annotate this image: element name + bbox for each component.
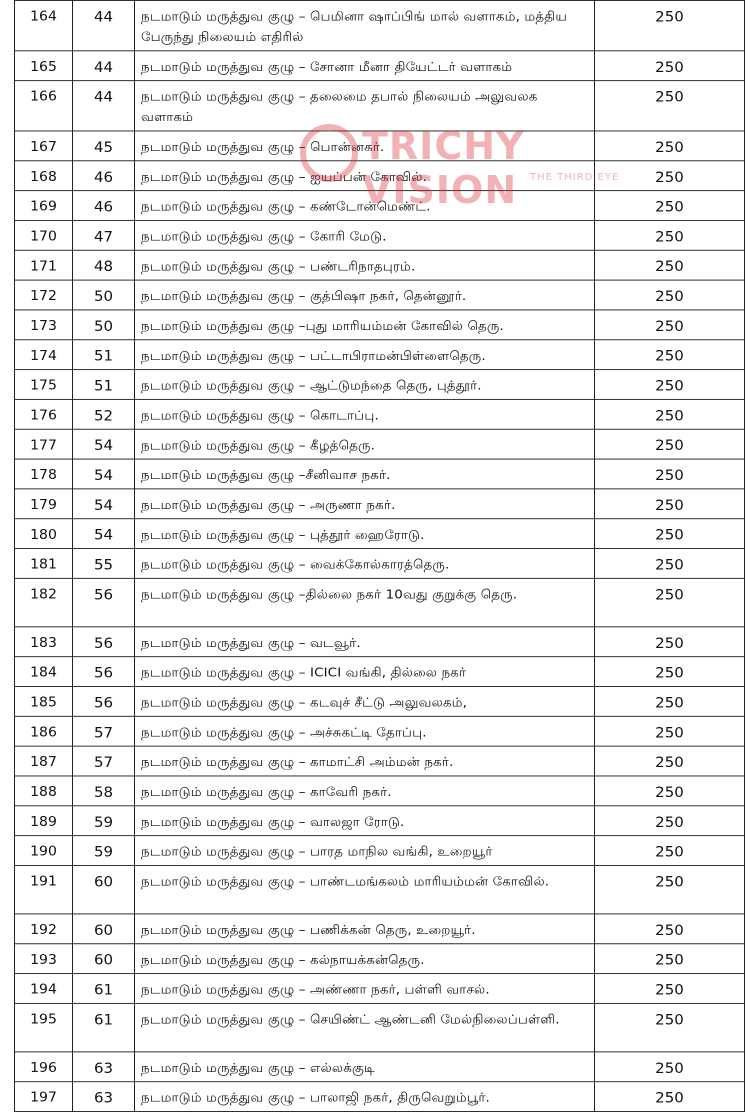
location-description-cell: நடமாடும் மருத்துவ குழு – கோரி மேடு. bbox=[135, 220, 595, 250]
serial-number-cell: 179 bbox=[15, 489, 73, 519]
amount-cell: 250 bbox=[595, 1082, 745, 1112]
serial-number-cell: 176 bbox=[15, 399, 73, 429]
amount-cell: 250 bbox=[595, 914, 745, 944]
amount-cell: 250 bbox=[595, 191, 745, 221]
table-row bbox=[15, 1082, 745, 1112]
amount-cell: 250 bbox=[595, 220, 745, 250]
ward-number-cell: 56 bbox=[73, 657, 135, 687]
location-description-cell: நடமாடும் மருத்துவ குழு – எல்லக்குடி bbox=[135, 1052, 595, 1082]
amount-cell: 250 bbox=[595, 1003, 745, 1051]
serial-number-cell: 167 bbox=[15, 131, 73, 161]
ward-number-cell: 45 bbox=[73, 131, 135, 161]
table-row bbox=[15, 459, 745, 489]
location-description-cell: நடமாடும் மருத்துவ குழு – குத்பிஷா நகர், தென்னூர். bbox=[135, 280, 595, 310]
serial-number-cell: 196 bbox=[15, 1052, 73, 1082]
amount-cell: 250 bbox=[595, 974, 745, 1004]
location-description-cell: நடமாடும் மருத்துவ குழு –சீனிவாச நகர். bbox=[135, 459, 595, 489]
serial-number-cell: 189 bbox=[15, 806, 73, 836]
ward-number-cell: 60 bbox=[73, 865, 135, 913]
location-description-cell: நடமாடும் மருத்துவ குழு – அச்சுகட்டி தோப்பு. bbox=[135, 716, 595, 746]
table-row bbox=[15, 1003, 745, 1051]
table-row bbox=[15, 746, 745, 776]
table-row bbox=[15, 865, 745, 913]
serial-number-cell: 190 bbox=[15, 836, 73, 866]
ward-number-cell: 61 bbox=[73, 1003, 135, 1051]
serial-number-cell: 181 bbox=[15, 549, 73, 579]
location-description-cell: நடமாடும் மருத்துவ குழு – ஐயப்பன் கோவில். bbox=[135, 161, 595, 191]
serial-number-cell: 173 bbox=[15, 310, 73, 340]
table-row bbox=[15, 161, 745, 191]
serial-number-cell: 172 bbox=[15, 280, 73, 310]
ward-number-cell: 56 bbox=[73, 686, 135, 716]
ward-number-cell: 54 bbox=[73, 429, 135, 459]
ward-number-cell: 51 bbox=[73, 340, 135, 370]
location-description-cell: நடமாடும் மருத்துவ குழு – பாரத மாநில வங்கி, உறையூர் bbox=[135, 836, 595, 866]
location-description-cell: நடமாடும் மருத்துவ குழு – வைக்கோல்காரத்தெரு. bbox=[135, 549, 595, 579]
amount-cell: 250 bbox=[595, 280, 745, 310]
serial-number-cell: 191 bbox=[15, 865, 73, 913]
location-description-cell: நடமாடும் மருத்துவ குழு – காவேரி நகர். bbox=[135, 776, 595, 806]
ward-number-cell: 47 bbox=[73, 220, 135, 250]
serial-number-cell: 193 bbox=[15, 944, 73, 974]
ward-number-cell: 46 bbox=[73, 191, 135, 221]
table-row bbox=[15, 657, 745, 687]
amount-cell: 250 bbox=[595, 944, 745, 974]
amount-cell: 250 bbox=[595, 578, 745, 626]
amount-cell: 250 bbox=[595, 549, 745, 579]
table-row bbox=[15, 944, 745, 974]
table-row bbox=[15, 549, 745, 579]
amount-cell: 250 bbox=[595, 399, 745, 429]
amount-cell: 250 bbox=[595, 865, 745, 913]
ward-number-cell: 52 bbox=[73, 399, 135, 429]
serial-number-cell: 185 bbox=[15, 686, 73, 716]
table-row bbox=[15, 81, 745, 131]
location-description-cell: நடமாடும் மருத்துவ குழு – ICICI வங்கி, தில்லை நகர் bbox=[135, 657, 595, 687]
ward-number-cell: 61 bbox=[73, 974, 135, 1004]
amount-cell: 250 bbox=[595, 161, 745, 191]
location-description-cell: நடமாடும் மருத்துவ குழு – பட்டாபிராமன்பிள்ளைதெரு. bbox=[135, 340, 595, 370]
location-description-cell: நடமாடும் மருத்துவ குழு – பாலாஜி நகர், திருவெறும்பூர். bbox=[135, 1082, 595, 1112]
location-description-cell: நடமாடும் மருத்துவ குழு – தலைமை தபால் நிலையம் அலுவலக வளாகம் bbox=[135, 81, 595, 131]
amount-cell: 250 bbox=[595, 340, 745, 370]
amount-cell: 250 bbox=[595, 370, 745, 400]
ward-number-cell: 57 bbox=[73, 716, 135, 746]
amount-cell: 250 bbox=[595, 459, 745, 489]
ward-number-cell: 57 bbox=[73, 746, 135, 776]
location-description-cell: நடமாடும் மருத்துவ குழு – கடவுச் சீட்டு அலுவலகம், bbox=[135, 686, 595, 716]
ward-number-cell: 46 bbox=[73, 161, 135, 191]
amount-cell: 250 bbox=[595, 806, 745, 836]
ward-number-cell: 54 bbox=[73, 519, 135, 549]
table-row bbox=[15, 250, 745, 280]
serial-number-cell: 169 bbox=[15, 191, 73, 221]
table-row bbox=[15, 686, 745, 716]
location-description-cell: நடமாடும் மருத்துவ குழு – ஆட்டுமந்தை தெரு, புத்தூர். bbox=[135, 370, 595, 400]
serial-number-cell: 165 bbox=[15, 51, 73, 81]
amount-cell: 250 bbox=[595, 776, 745, 806]
serial-number-cell: 187 bbox=[15, 746, 73, 776]
table-row bbox=[15, 806, 745, 836]
table-row bbox=[15, 716, 745, 746]
table-row bbox=[15, 914, 745, 944]
ward-number-cell: 63 bbox=[73, 1052, 135, 1082]
table-body bbox=[15, 0, 745, 1111]
amount-cell: 250 bbox=[595, 519, 745, 549]
amount-cell: 250 bbox=[595, 489, 745, 519]
serial-number-cell: 195 bbox=[15, 1003, 73, 1051]
camp-table bbox=[14, 0, 745, 1112]
table-row bbox=[15, 191, 745, 221]
document-sheet bbox=[14, 0, 744, 1112]
amount-cell: 250 bbox=[595, 686, 745, 716]
serial-number-cell: 182 bbox=[15, 578, 73, 626]
table-row bbox=[15, 429, 745, 459]
location-description-cell: நடமாடும் மருத்துவ குழு – கீழத்தெரு. bbox=[135, 429, 595, 459]
location-description-cell: நடமாடும் மருத்துவ குழு –தில்லை நகர் 10வது குறுக்கு தெரு. bbox=[135, 578, 595, 626]
ward-number-cell: 51 bbox=[73, 370, 135, 400]
ward-number-cell: 50 bbox=[73, 310, 135, 340]
ward-number-cell: 60 bbox=[73, 944, 135, 974]
location-description-cell: நடமாடும் மருத்துவ குழு – பாண்டமங்கலம் மாரியம்மன் கோவில். bbox=[135, 865, 595, 913]
serial-number-cell: 170 bbox=[15, 220, 73, 250]
ward-number-cell: 50 bbox=[73, 280, 135, 310]
location-description-cell: நடமாடும் மருத்துவ குழு –புது மாரியம்மன் கோவில் தெரு. bbox=[135, 310, 595, 340]
table-row bbox=[15, 578, 745, 626]
table-row bbox=[15, 399, 745, 429]
table-row bbox=[15, 627, 745, 657]
serial-number-cell: 164 bbox=[15, 0, 73, 50]
location-description-cell: நடமாடும் மருத்துவ குழு – காமாட்சி அம்மன் நகர். bbox=[135, 746, 595, 776]
ward-number-cell: 56 bbox=[73, 627, 135, 657]
location-description-cell: நடமாடும் மருத்துவ குழு – புத்தூர் ஹைரோடு. bbox=[135, 519, 595, 549]
amount-cell: 250 bbox=[595, 51, 745, 81]
location-description-cell: நடமாடும் மருத்துவ குழு – பணிக்கன் தெரு, உறையூர். bbox=[135, 914, 595, 944]
serial-number-cell: 171 bbox=[15, 250, 73, 280]
table-row bbox=[15, 836, 745, 866]
ward-number-cell: 56 bbox=[73, 578, 135, 626]
amount-cell: 250 bbox=[595, 836, 745, 866]
ward-number-cell: 59 bbox=[73, 836, 135, 866]
serial-number-cell: 192 bbox=[15, 914, 73, 944]
table-row bbox=[15, 0, 745, 50]
amount-cell: 250 bbox=[595, 131, 745, 161]
table-row bbox=[15, 131, 745, 161]
serial-number-cell: 166 bbox=[15, 81, 73, 131]
serial-number-cell: 188 bbox=[15, 776, 73, 806]
location-description-cell: நடமாடும் மருத்துவ குழு – அண்ணா நகர், பள்ளி வாசல். bbox=[135, 974, 595, 1004]
table-row bbox=[15, 370, 745, 400]
location-description-cell: நடமாடும் மருத்துவ குழு – அருணா நகர். bbox=[135, 489, 595, 519]
serial-number-cell: 183 bbox=[15, 627, 73, 657]
amount-cell: 250 bbox=[595, 746, 745, 776]
ward-number-cell: 55 bbox=[73, 549, 135, 579]
ward-number-cell: 44 bbox=[73, 0, 135, 50]
ward-number-cell: 58 bbox=[73, 776, 135, 806]
table-row bbox=[15, 220, 745, 250]
ward-number-cell: 54 bbox=[73, 459, 135, 489]
location-description-cell: நடமாடும் மருத்துவ குழு – கல்நாயக்கன்தெரு. bbox=[135, 944, 595, 974]
location-description-cell: நடமாடும் மருத்துவ குழு – கண்டோன்மெண்ட். bbox=[135, 191, 595, 221]
ward-number-cell: 48 bbox=[73, 250, 135, 280]
amount-cell: 250 bbox=[595, 657, 745, 687]
ward-number-cell: 44 bbox=[73, 51, 135, 81]
ward-number-cell: 54 bbox=[73, 489, 135, 519]
watermark-title: TRICHY VISION bbox=[362, 124, 525, 212]
table-row bbox=[15, 974, 745, 1004]
ward-number-cell: 63 bbox=[73, 1082, 135, 1112]
serial-number-cell: 178 bbox=[15, 459, 73, 489]
table-row bbox=[15, 340, 745, 370]
table-row bbox=[15, 1052, 745, 1082]
table-row bbox=[15, 519, 745, 549]
serial-number-cell: 175 bbox=[15, 370, 73, 400]
ward-number-cell: 44 bbox=[73, 81, 135, 131]
amount-cell: 250 bbox=[595, 1052, 745, 1082]
location-description-cell: நடமாடும் மருத்துவ குழு – செயிண்ட் ஆண்டனி மேல்நிலைப்பள்ளி. bbox=[135, 1003, 595, 1051]
serial-number-cell: 174 bbox=[15, 340, 73, 370]
ward-number-cell: 59 bbox=[73, 806, 135, 836]
ward-number-cell: 60 bbox=[73, 914, 135, 944]
location-description-cell: நடமாடும் மருத்துவ குழு – பண்டரிநாதபுரம். bbox=[135, 250, 595, 280]
amount-cell: 250 bbox=[595, 0, 745, 50]
serial-number-cell: 184 bbox=[15, 657, 73, 687]
location-description-cell: நடமாடும் மருத்துவ குழு – கொடாப்பு. bbox=[135, 399, 595, 429]
location-description-cell: நடமாடும் மருத்துவ குழு – பெமினா ஷாப்பிங் மால் வளாகம், மத்திய பேருந்து நிலையம் எதிரில் bbox=[135, 0, 595, 50]
table-row bbox=[15, 280, 745, 310]
serial-number-cell: 168 bbox=[15, 161, 73, 191]
table-row bbox=[15, 51, 745, 81]
serial-number-cell: 177 bbox=[15, 429, 73, 459]
location-description-cell: நடமாடும் மருத்துவ குழு – வாலஜா ரோடு. bbox=[135, 806, 595, 836]
table-row bbox=[15, 489, 745, 519]
serial-number-cell: 197 bbox=[15, 1082, 73, 1112]
amount-cell: 250 bbox=[595, 310, 745, 340]
table-row bbox=[15, 776, 745, 806]
amount-cell: 250 bbox=[595, 250, 745, 280]
amount-cell: 250 bbox=[595, 429, 745, 459]
serial-number-cell: 186 bbox=[15, 716, 73, 746]
location-description-cell: நடமாடும் மருத்துவ குழு – சோனா மீனா தியேட்டர் வளாகம் bbox=[135, 51, 595, 81]
amount-cell: 250 bbox=[595, 627, 745, 657]
amount-cell: 250 bbox=[595, 716, 745, 746]
amount-cell: 250 bbox=[595, 81, 745, 131]
serial-number-cell: 180 bbox=[15, 519, 73, 549]
serial-number-cell: 194 bbox=[15, 974, 73, 1004]
location-description-cell: நடமாடும் மருத்துவ குழு – வடவூர். bbox=[135, 627, 595, 657]
location-description-cell: நடமாடும் மருத்துவ குழு – பொன்னகர். bbox=[135, 131, 595, 161]
table-row bbox=[15, 310, 745, 340]
watermark-tagline: THE THIRD EYE bbox=[530, 172, 620, 183]
